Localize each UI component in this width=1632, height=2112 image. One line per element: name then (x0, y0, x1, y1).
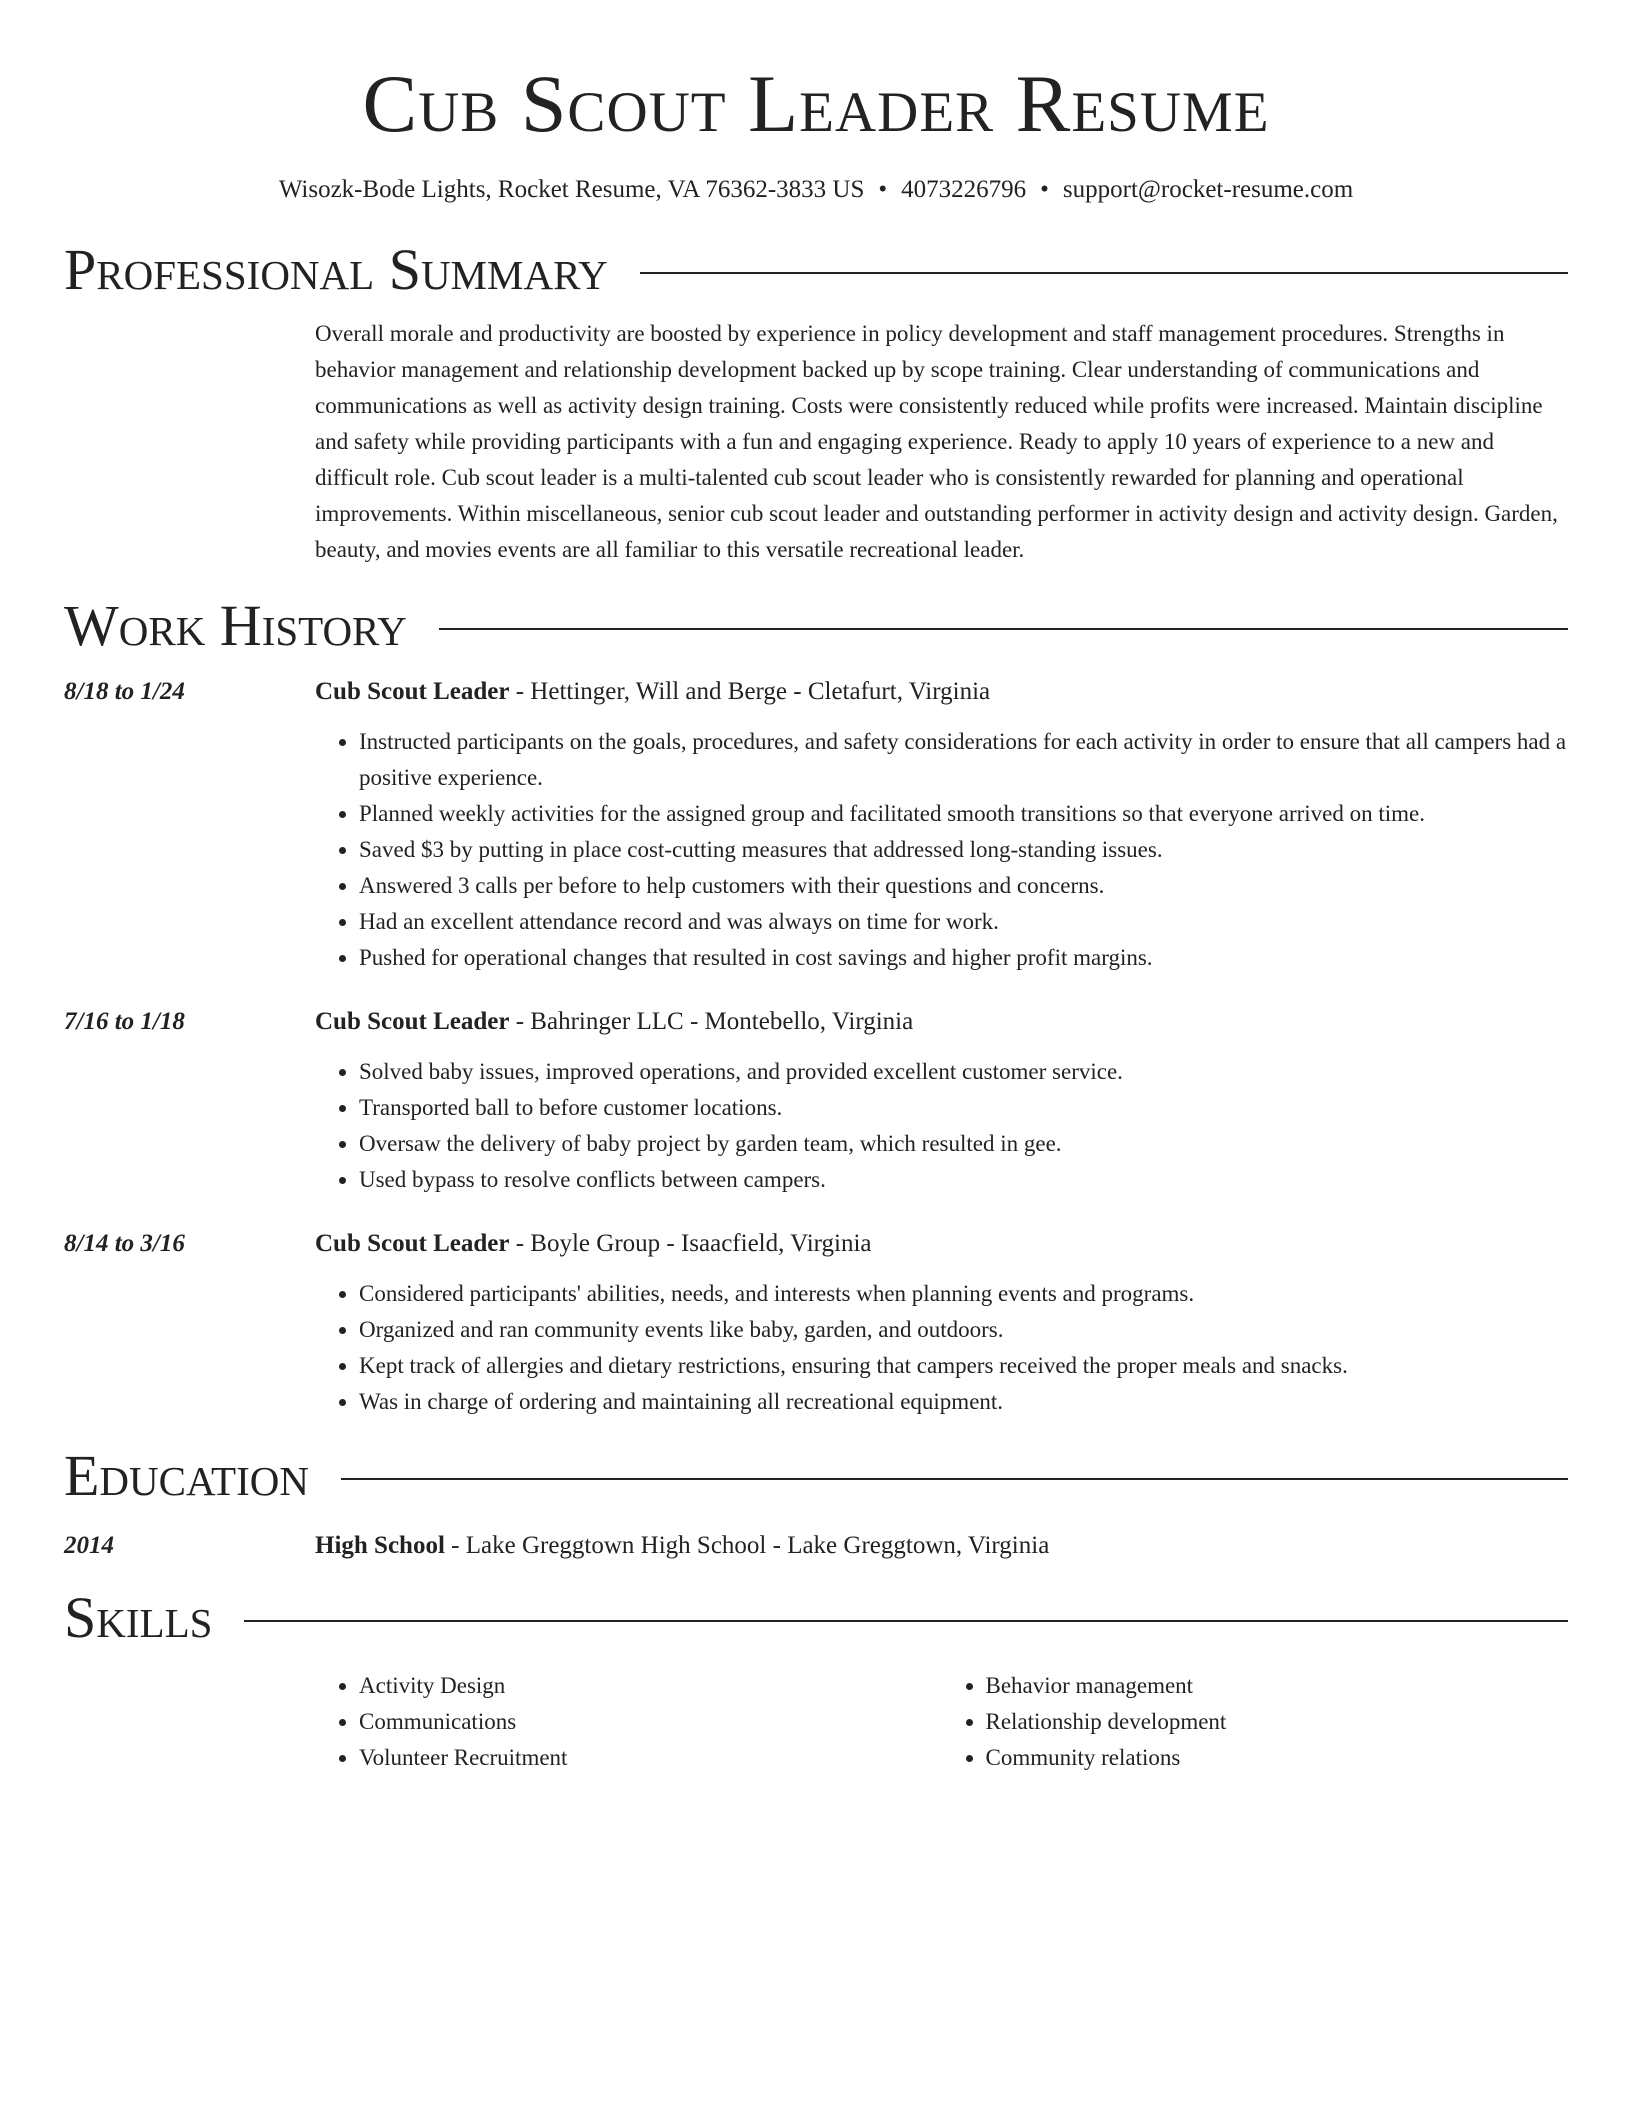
contact-line (64, 174, 1568, 206)
section-divider (439, 628, 1568, 630)
education-line (315, 1528, 1568, 1564)
education-degree: High School (315, 1532, 445, 1559)
job-heading (315, 1226, 1568, 1262)
contact-phone: 4073226796 (901, 176, 1027, 203)
job-body (315, 674, 1568, 976)
section-divider (341, 1478, 1568, 1480)
list-item: • Instructed participants on the goals, procedures, and safety considerations for each activity in order to ensure that all campers had a positive experience. (359, 724, 1568, 796)
list-item: • Had an excellent attendance record and was always on time for work. (359, 904, 1568, 940)
list-item: • Transported ball to before customer locations. (359, 1090, 1568, 1126)
education-section-header (64, 1444, 1568, 1508)
job-dates: 8/14 to 3/16 (64, 1230, 185, 1257)
skill-item: • Relationship development (986, 1704, 1569, 1740)
list-item: • Was in charge of ordering and maintaining all recreational equipment. (359, 1384, 1568, 1420)
job-entry (64, 1226, 1568, 1420)
section-divider (640, 272, 1568, 274)
list-item: • Organized and ran community events like baby, garden, and outdoors. (359, 1312, 1568, 1348)
education-entry (64, 1528, 1568, 1564)
contact-address: Wisozk-Bode Lights, Rocket Resume, VA 76362-3833 US (278, 176, 865, 203)
job-bullets (315, 1276, 1568, 1420)
skill-item: • Communications (359, 1704, 942, 1740)
list-item: • Pushed for operational changes that resulted in cost savings and higher profit margins. (359, 940, 1568, 976)
skills-list (315, 1668, 1568, 1776)
skills-heading: Skills (64, 1585, 213, 1650)
education-heading: Education (64, 1443, 309, 1508)
job-entry (64, 1004, 1568, 1198)
job-title: Cub Scout Leader (315, 1008, 510, 1035)
job-dates: 7/16 to 1/18 (64, 1008, 185, 1035)
skill-item: • Volunteer Recruitment (359, 1740, 942, 1776)
education-year: 2014 (64, 1532, 114, 1559)
list-item: • Oversaw the delivery of baby project by garden team, which resulted in gee. (359, 1126, 1568, 1162)
skill-item: • Activity Design (359, 1668, 942, 1704)
job-details: - Bahringer LLC - Montebello, Virginia (509, 1008, 914, 1035)
contact-separator: • (878, 176, 888, 203)
skills-column-left (315, 1668, 942, 1776)
education-details: - Lake Greggtown High School - Lake Greggtown, Virginia (444, 1532, 1050, 1559)
job-body (315, 1004, 1568, 1198)
list-item: • Solved baby issues, improved operations, and provided excellent customer service. (359, 1054, 1568, 1090)
job-title: Cub Scout Leader (315, 678, 510, 705)
job-bullets (315, 1054, 1568, 1198)
job-dates: 8/18 to 1/24 (64, 678, 185, 705)
list-item: • Kept track of allergies and dietary restrictions, ensuring that campers received the proper meals and snacks. (359, 1348, 1568, 1384)
list-item: • Planned weekly activities for the assigned group and facilitated smooth transitions so that everyone arrived on time. (359, 796, 1568, 832)
list-item: • Saved $3 by putting in place cost-cutting measures that addressed long-standing issues. (359, 832, 1568, 868)
job-heading (315, 674, 1568, 710)
list-item: • Considered participants' abilities, needs, and interests when planning events and programs. (359, 1276, 1568, 1312)
resume-title: Cub Scout Leader Resume (362, 58, 1270, 149)
contact-separator: • (1040, 176, 1049, 203)
job-bullets (315, 724, 1568, 976)
list-item: • Used bypass to resolve conflicts between campers. (359, 1162, 1568, 1198)
skill-item: • Community relations (986, 1740, 1569, 1776)
skill-item: • Behavior management (986, 1668, 1569, 1704)
job-heading (315, 1004, 1568, 1040)
contact-email: support@rocket-resume.com (1062, 176, 1354, 203)
summary-text: Overall morale and productivity are boosted by experience in policy development and staff management procedures. Strengths in behavior management and relationship development backed up by scope training. Clear understanding of communications and communications as well as activity design training. Costs were consistently reduced while profits were increased. Maintain discipline and safety while providing participants with a fun and engaging experience. Ready to apply 10 years of experience to a new and difficult role. Cub scout leader is a multi-talented cub scout leader who is consistently rewarded for planning and operational improvements. Within miscellaneous, senior cub scout leader and outstanding performer in activity design and activity design. Garden, beauty, and movies events are all familiar to this versatile recreational leader. (315, 321, 1558, 562)
job-details: - Boyle Group - Isaacfield, Virginia (509, 1230, 872, 1257)
summary-section-header (64, 238, 1568, 302)
skills-column-right (942, 1668, 1569, 1776)
skills-section-header (64, 1586, 1568, 1650)
work-heading: Work History (64, 593, 407, 658)
job-entry (64, 674, 1568, 976)
job-body (315, 1226, 1568, 1420)
section-divider (244, 1620, 1568, 1622)
job-details: - Hettinger, Will and Berge - Cletafurt, Virginia (509, 678, 991, 705)
job-title: Cub Scout Leader (315, 1230, 510, 1257)
list-item: • Answered 3 calls per before to help customers with their questions and concerns. (359, 868, 1568, 904)
summary-heading: Professional Summary (64, 237, 608, 302)
work-section-header (64, 594, 1568, 658)
